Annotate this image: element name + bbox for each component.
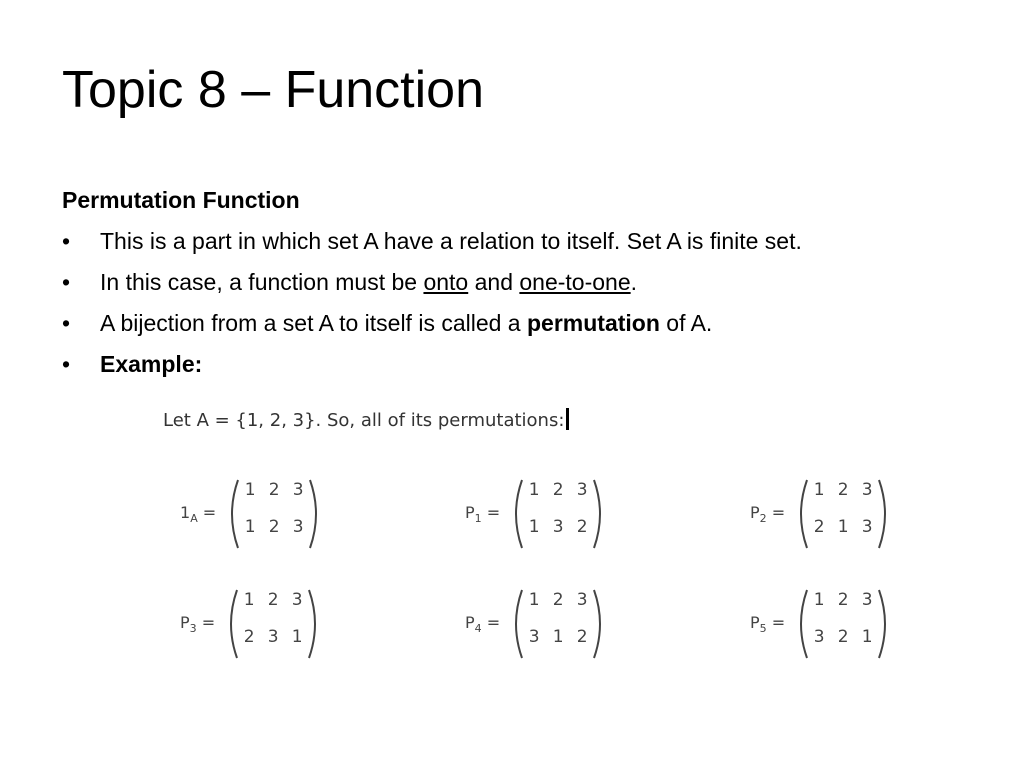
bullet-dot: •: [62, 351, 71, 377]
matrix-cell: 3: [292, 480, 304, 500]
matrix-cell: 1: [861, 627, 873, 647]
matrix-cell: 3: [861, 590, 873, 610]
matrix-cell: 3: [552, 517, 564, 537]
permutation-label: $P_5$ =: [750, 612, 786, 636]
matrix-cell: 2: [837, 590, 849, 610]
example-caption: Let A = {1, 2, 3}. So, all of its permutations:: [163, 408, 569, 431]
permutation-6: [750, 588, 893, 660]
matrix-cell: 2: [576, 627, 588, 647]
matrix-cell: 1: [837, 517, 849, 537]
bullet-item: [62, 310, 802, 351]
bullet-list: [62, 228, 802, 392]
matrix-cell: 1: [813, 480, 825, 500]
right-paren: [307, 588, 323, 660]
matrix-cell: 2: [268, 480, 280, 500]
permutation-matrix: [508, 588, 608, 660]
permutation-label: $P_2$ =: [750, 502, 786, 526]
permutation-label: $P_4$ =: [465, 612, 501, 636]
right-paren: [592, 588, 608, 660]
permutation-label: $P_3$ =: [180, 612, 216, 636]
slide-title: Topic 8 – Function: [62, 61, 485, 119]
right-paren: [877, 588, 893, 660]
matrix-cell: 1: [552, 627, 564, 647]
example-label: Example:: [100, 351, 203, 377]
bullet-item: [62, 269, 802, 310]
matrix-cell: 2: [552, 590, 564, 610]
matrix-cell: 2: [813, 517, 825, 537]
matrix-cell: 1: [528, 590, 540, 610]
permutation-3: [750, 478, 893, 550]
bullet-item: [62, 351, 802, 392]
matrix-cell: 1: [528, 517, 540, 537]
matrix-cell: 2: [837, 480, 849, 500]
matrix-cell: 1: [243, 590, 255, 610]
right-paren: [308, 478, 324, 550]
matrix-cell: 3: [528, 627, 540, 647]
bullet-dot: •: [62, 269, 71, 295]
matrix-cell: 1: [291, 627, 303, 647]
bullet-item: [62, 228, 802, 269]
right-paren: [592, 478, 608, 550]
matrix-cell: 2: [552, 480, 564, 500]
matrix-cell: 2: [243, 627, 255, 647]
matrix-cell: 1: [244, 480, 256, 500]
matrix-cell: 1: [813, 590, 825, 610]
bullet-text: This is a part in which set A have a relation to itself. Set A is finite set.: [100, 228, 802, 254]
matrix-cell: 3: [267, 627, 279, 647]
matrix-cell: 1: [244, 517, 256, 537]
matrix-cell: 3: [861, 480, 873, 500]
permutation-matrix: [508, 478, 608, 550]
matrix-cell: 2: [837, 627, 849, 647]
permutation-4: [180, 588, 323, 660]
permutation-label: $1_A$ =: [180, 502, 217, 526]
right-paren: [877, 478, 893, 550]
underlined-term-onto: onto: [423, 269, 469, 295]
matrix-cell: 3: [861, 517, 873, 537]
permutation-5: [465, 588, 608, 660]
matrix-cell: 1: [528, 480, 540, 500]
permutation-label: $P_1$ =: [465, 502, 501, 526]
permutation-matrix: [793, 588, 893, 660]
permutation-matrix: [223, 588, 323, 660]
permutation-matrix: [793, 478, 893, 550]
section-heading: Permutation Function: [62, 187, 300, 213]
bullet-text: A bijection from a set A to itself is called a permutation of A.: [100, 310, 713, 336]
permutation-2: [465, 478, 608, 550]
underlined-term-one-to-one: one-to-one: [519, 269, 631, 295]
text-cursor: [566, 408, 569, 430]
bullet-dot: •: [62, 310, 71, 336]
matrix-cell: 3: [813, 627, 825, 647]
matrix-cell: 2: [267, 590, 279, 610]
permutation-matrix: [224, 478, 324, 550]
matrix-cell: 2: [576, 517, 588, 537]
bullet-text: In this case, a function must be onto and one-to-one.: [100, 269, 638, 295]
matrix-cell: 2: [268, 517, 280, 537]
matrix-cell: 3: [576, 590, 588, 610]
bold-term-permutation: permutation: [527, 310, 660, 336]
matrix-cell: 3: [292, 517, 304, 537]
bullet-dot: •: [62, 228, 71, 254]
matrix-cell: 3: [291, 590, 303, 610]
matrix-cell: 3: [576, 480, 588, 500]
permutation-1: [180, 478, 324, 550]
